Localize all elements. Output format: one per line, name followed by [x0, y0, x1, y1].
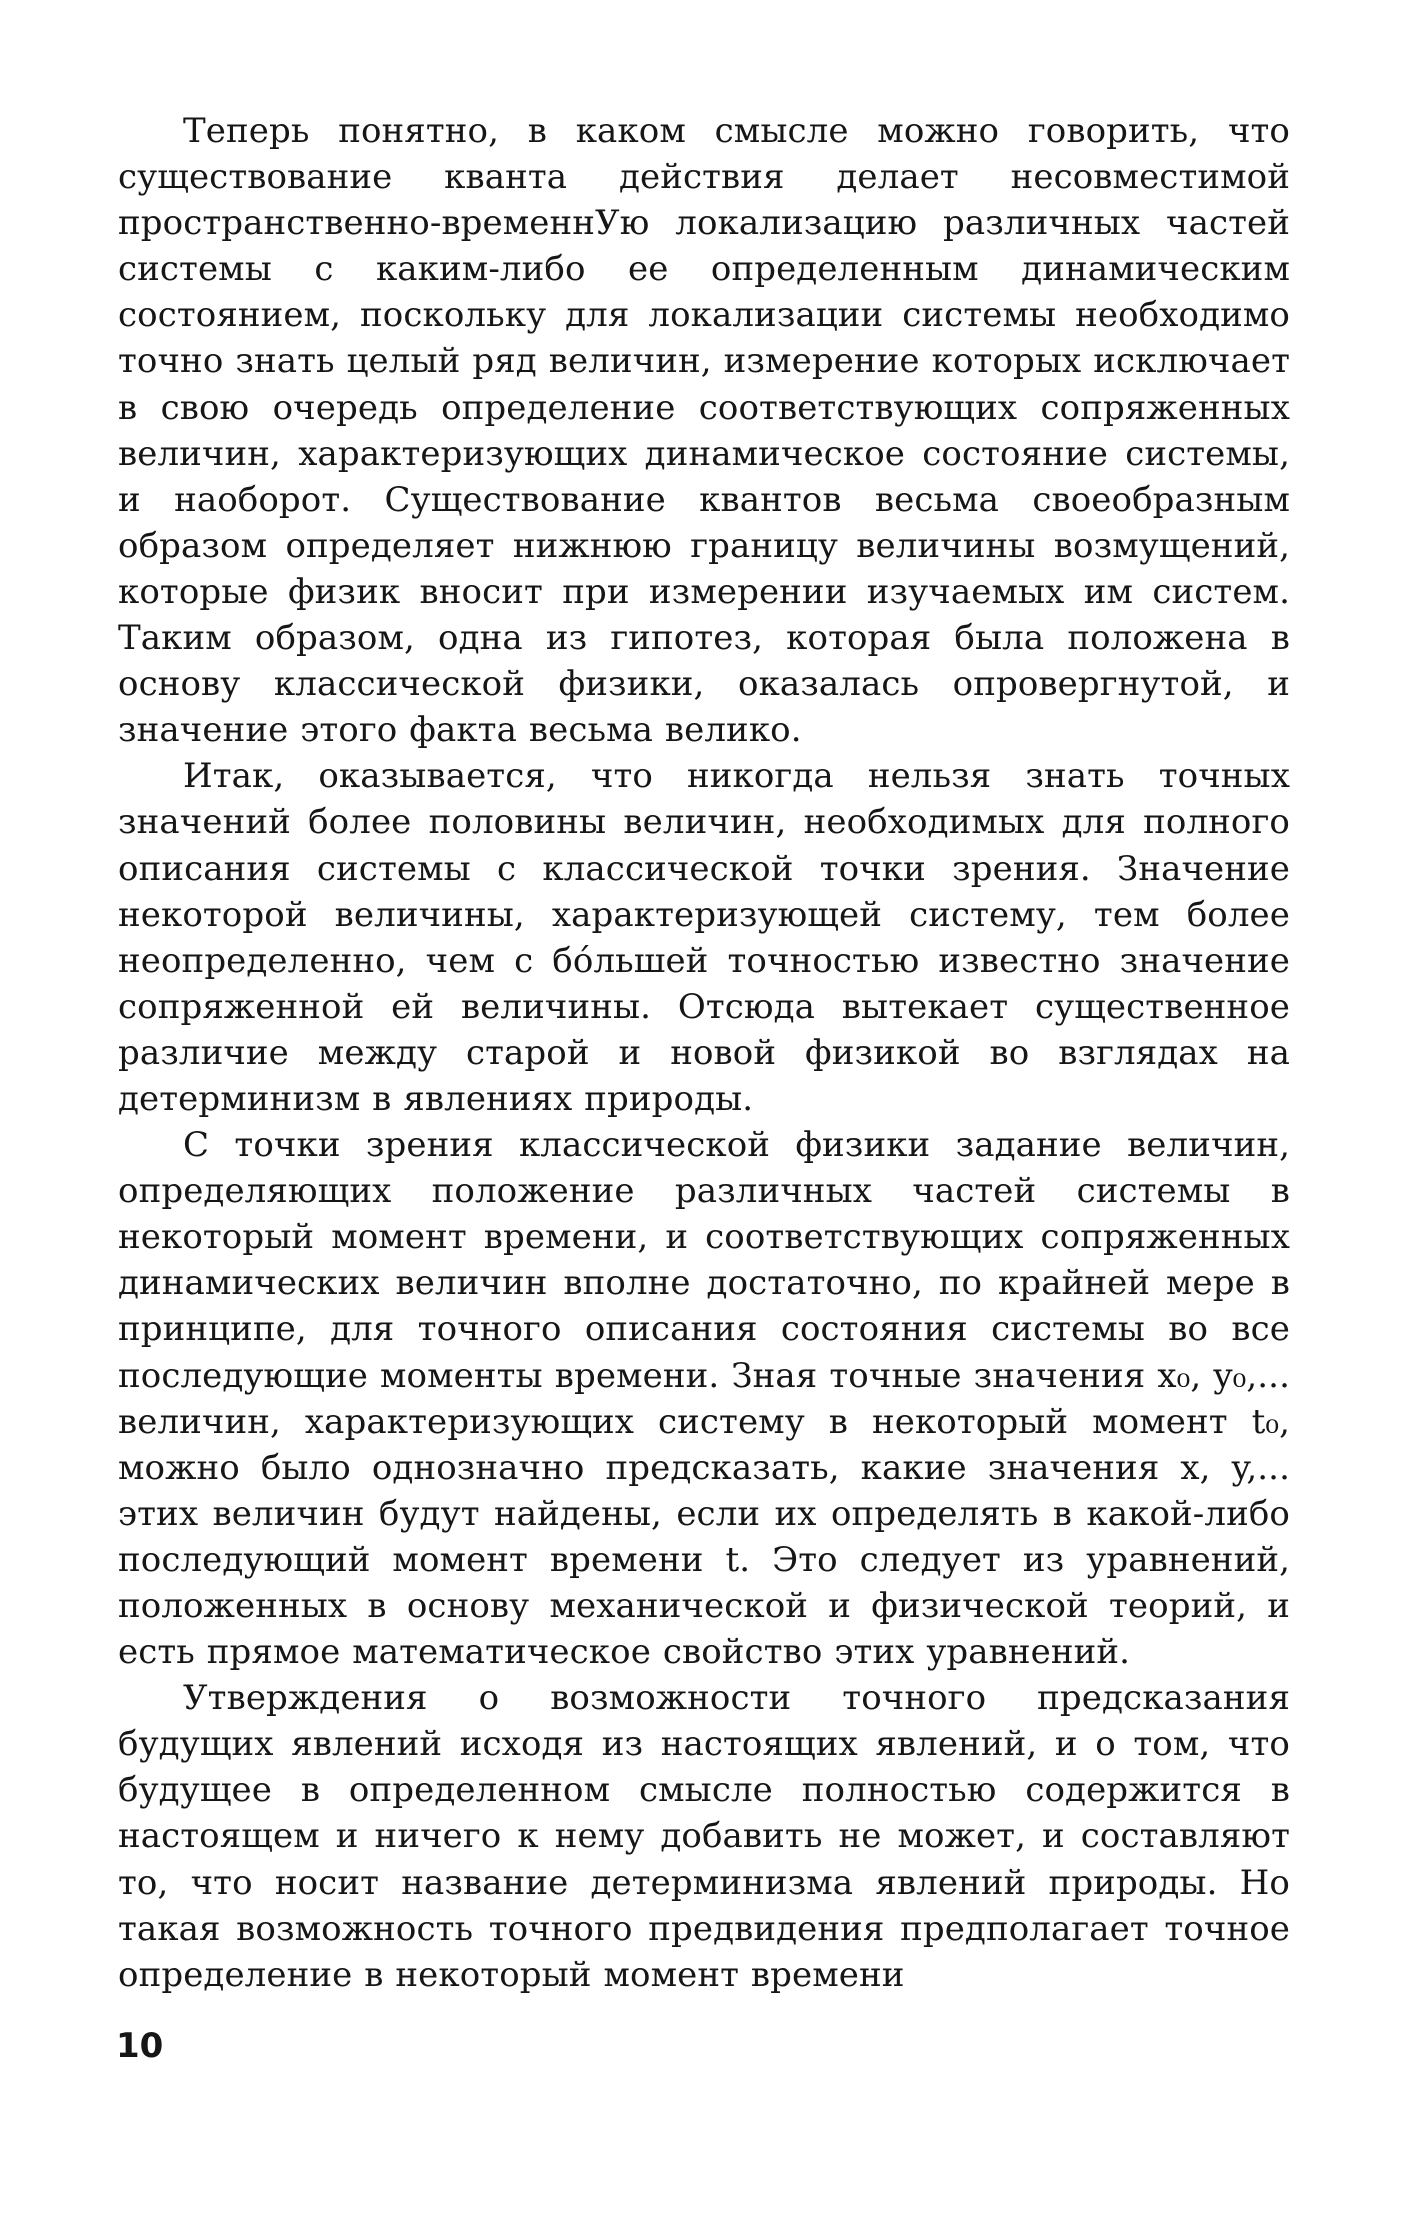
paragraph-1: Теперь понятно, в каком смысле можно говорить, что существование кванта действия делает несовместимой пространственно-временнУю локализацию различных частей системы с каким-либо ее определенным динамическим состоянием, поскольку для локализации системы необходимо точно знать целый ряд величин, измерение которых исключает в свою очередь определение соответствующих сопряженных величин, характеризующих динамическое состояние системы, и наоборот. Существование квантов весьма своеобразным образом определяет нижнюю границу величины возмущений, которые физик вносит при измерении изучаемых им систем. Таким образом, одна из гипотез, которая была положена в основу классической физики, оказалась опровергнутой, и значение этого факта весьма велико.: [118, 111, 1290, 751]
paragraph-4: Утверждения о возможности точного предсказания будущих явлений исходя из настоящих явлений, и о том, что будущее в определенном смысле полностью содержится в настоящем и ничего к нему добавить не может, и составляют то, что носит название детерминизма явлений природы. Но такая возможность точного предвидения предполагает точное определение в некоторый момент времени: [118, 1678, 1290, 1995]
paragraph-3: С точки зрения классической физики задание величин, определяющих положение различных частей системы в некоторый момент времени, и соответствующих сопряженных динамических величин вполне достаточно, по крайней мере в принципе, для точного описания состояния системы во все последующие моменты времени. Зная точные значения x₀, y₀,... величин, характеризующих систему в некоторый момент t₀, можно было однозначно предсказать, какие значения x, y,... этих величин будут найдены, если их определять в какой-либо последующий момент времени t. Это следует из уравнений, положенных в основу механической и физической теорий, и есть прямое математическое свойство этих уравнений.: [118, 1125, 1290, 1673]
paragraph-2: Итак, оказывается, что никогда нельзя знать точных значений более половины величин, необходимых для полного описания системы с классической точки зрения. Значение некоторой величины, характеризующей систему, тем более неопределенно, чем с бóльшей точностью известно значение сопряженной ей величины. Отсюда вытекает существенное различие между старой и новой физикой во взглядах на детерминизм в явлениях природы.: [118, 756, 1290, 1119]
page-number: 10: [116, 2026, 164, 2066]
text-body: [118, 108, 1290, 1998]
book-page: [118, 108, 1290, 2188]
